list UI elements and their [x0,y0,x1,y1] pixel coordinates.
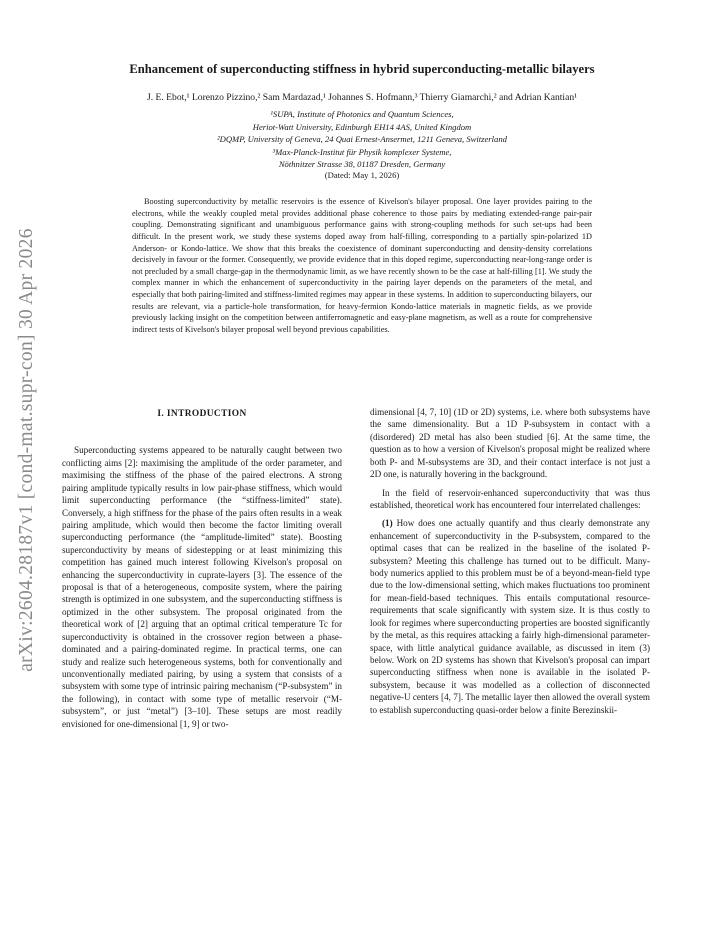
right-column [370,406,650,716]
left-column [62,408,342,730]
affiliation-line: ³Max-Planck-Institut für Physik komplexer Systeme, [272,146,452,157]
affiliation-line: Heriot-Watt University, Edinburgh EH14 4AS, United Kingdom [252,121,472,132]
date-line: (Dated: May 1, 2026) [324,170,400,180]
challenge-number: (1) [382,518,393,529]
body-paragraph: Superconducting systems appeared to be naturally caught between two conflicting aims [2]: maximising the amplitude of the order parameter, and maximising the stiffness of the phase of the paired electrons. A strong pairing amplitude typically results in low pair-phase stiffness, which would limit superconducting performance (the “stiffness-limited” state). Conversely, a high stiffness for the phase of the pairs often results in a weak pairing amplitude, which would then become the factor limiting overall superconducting performance (the “amplitude-limited” state). Boosting superconductivity by means of sidestepping or at least minimizing this competition has gained much interest following Kivelson's proposal on enhancing the superconductivity in cuprate-layers [3]. The essence of the proposal is that of a heterogeneous, composite system, where the pairing strength is optimized in one subsystem, and the superconducting stiffness is optimized in the other subsystem. The proposal originated from the theoretical work of [2] arguing that an optimal critical temperature Tc for superconductivity is obtained in the crossover region between a phase-dominated and a pairing-dominated regime. In practical terms, one can study and realize such heterogeneous systems, both for conventionally and unconventionally mediated pairing, by using a system that consists of a subsystem with some type of intrinsic pairing mechanism (“P-subsystem” in the following), in contact with some type of metallic reservoir (“M-subsystem”, or just “metal”) [3–10]. These setups are most readily envisioned for one-dimensional [1, 9] or two- [62,445,342,729]
affiliations [62,108,662,171]
arxiv-stamp [14,210,40,690]
section-heading: I. INTRODUCTION [157,409,247,419]
author-list: J. E. Ebot,¹ Lorenzo Pizzino,² Sam Mardazad,¹ Johannes S. Hofmann,³ Thierry Giamarchi,² and Adrian Kantian¹ [146,92,578,103]
challenge-text: How does one actually quantify and thus clearly demonstrate any enhancement of superconductivity in the P-subsystem, compared to the optimal cases that can be realized in the baseline of the isolated P-subsystem? Meeting this challenge has turned out to be difficult. Many-body numerics applied to this problem must be of a beyond-mean-field type due to the low-dimensional setting, which makes fluctuations too prominent for mean-field-based techniques. This entails computational resource-requirements that scale significantly with system size. It is thus costly to look for regimes where superconducting properties are boosted significantly by the metal, as this requires attacking a fairly high-dimensional parameter-space, with little analytical guidance available, as discussed in item (3) below. Work on 2D systems has shown that Kivelson's proposal can impart superconducting stiffness when none is available in the isolated P-subsystem, because it was modelled as a collection of disconnected negative-U centers [4, 7]. The metallic layer then allowed the overall system to establish superconducting quasi-order below a finite Berezinskii- [370,518,650,715]
body-paragraph: dimensional [4, 7, 10] (1D or 2D) systems, i.e. where both subsystems have the same dimensionality. But a 1D P-subsystem in contact with a (disordered) 2D metal has also been studied [6]. At the same time, the question as to how a version of Kivelson's proposal might be realized where both P- and M-subsystems are 3D, and their contact interface is not just a 2D one, is naturally hovering in the background. [370,407,650,480]
abstract: Boosting superconductivity by metallic reservoirs is the essence of Kivelson's bilayer proposal. One layer provides pairing to the electrons, while the weakly coupled metal provides additional phase coherence to those pairs by mediating extended-range pair-pair coupling. Demonstrating significant and unambiguous performance gains with strong-coupling methods for such set-ups had been difficult. In the present work, we study these systems doped away from half-filling, corresponding to a partially spin-polarized 1D Anderson- or Kondo-lattice. We show that this breaks the coexistence of dominant superconducting and density-density correlations decisively in favour or the former. Consequently, we provide evidence that in this doped regime, superconducting near-long-range order is not precluded by a small charge-gap in the thermodynamic limit, as we have recently shown to be the case at half-filling [1]. We study the complex manner in which the enhancement of superconductivity in the pairing layer depends on the parameters of the metal, and especially that both pairing-limited and stiffness-limited regimes may appear in these systems. In addition to superconducting bilayers, our results are relevant, via a particle-hole transformation, for heavy-fermion Kondo-lattice materials in magnetic fields, as we provide previously lacking insight on the competition between antiferromagnetic and easy-plane magnetism, as well as a route for comprehensive indirect tests of Kivelson's bilayer proposal well beyond previous capabilities. [132,197,592,334]
affiliation-line: ¹SUPA, Institute of Photonics and Quantum Sciences, [270,109,454,119]
challenge-paragraph [370,517,650,716]
paper-title: Enhancement of superconducting stiffness in hybrid superconducting-metallic bilayers [129,62,595,76]
arxiv-identifier: arXiv:2604.28187v1 [cond-mat.supr-con] 30 Apr 2026 [16,228,37,672]
body-paragraph: In the field of reservoir-enhanced superconductivity that was thus established, theoretical work has encountered four interrelated challenges: [370,487,650,510]
affiliation-line: ²DQMP, University of Geneva, 24 Quai Ernest-Ansermet, 1211 Geneva, Switzerland [217,134,507,145]
affiliation-line: Nöthnitzer Strasse 38, 01187 Dresden, Germany [278,159,446,170]
